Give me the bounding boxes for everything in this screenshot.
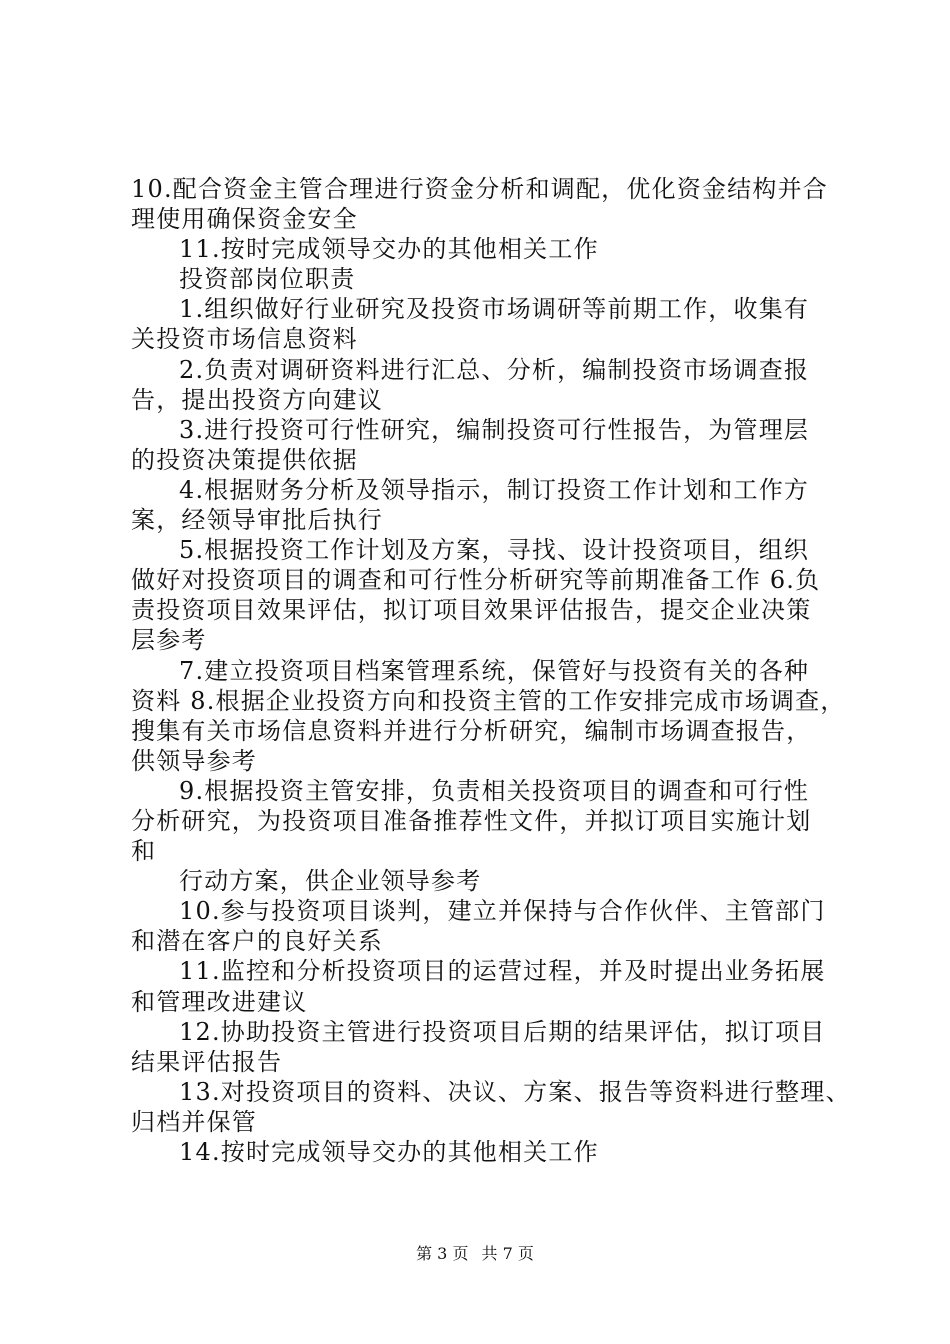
text-line: 9.根据投资主管安排，负责相关投资项目的调查和可行性 [179,776,810,805]
text-line: 分析研究，为投资项目准备推荐性文件，并拟订项目实施计划 [131,806,812,835]
text-line: 3.进行投资可行性研究，编制投资可行性报告，为管理层 [179,415,810,444]
text-line: 行动方案，供企业领导参考 [179,867,482,896]
text-line: 13.对投资项目的资料、决议、方案、报告等资料进行整理、 [179,1077,851,1106]
text-line: 14.按时完成领导交办的其他相关工作 [179,1138,599,1166]
text-line: 归档并保管 [131,1107,257,1136]
text-line: 做好对投资项目的调查和可行性分析研究等前期准备工作 6.负 [131,566,821,595]
text-line: 11.按时完成领导交办的其他相关工作 [179,235,599,264]
text-line: 和潜在客户的良好关系 [131,927,383,956]
text-line: 和 [131,837,157,866]
document-body [131,174,851,1167]
page-footer [0,1243,950,1265]
text-line: 的投资决策提供依据 [131,445,358,474]
text-line: 5.根据投资工作计划及方案，寻找、设计投资项目，组织 [179,536,810,565]
text-line: 理使用确保资金安全 [131,205,358,234]
page-number: 第 3 页 [416,1244,469,1263]
text-line: 搜集有关市场信息资料并进行分析研究，编制市场调查报告， [131,716,812,745]
text-line: 12.协助投资主管进行投资项目后期的结果评估，拟订项目 [179,1017,826,1046]
text-line: 资料 8.根据企业投资方向和投资主管的工作安排完成市场调查， [131,686,846,715]
page-total: 共 7 页 [481,1244,534,1263]
text-line: 1.组织做好行业研究及投资市场调研等前期工作，收集有 [179,295,810,324]
text-line: 责投资项目效果评估，拟订项目效果评估报告，提交企业决策 [131,596,812,625]
section-heading: 投资部岗位职责 [179,265,356,294]
text-line: 7.建立投资项目档案管理系统，保管好与投资有关的各种 [179,656,810,685]
text-line: 结果评估报告 [131,1047,283,1076]
text-line: 10.参与投资项目谈判，建立并保持与合作伙伴、主管部门 [179,897,826,926]
text-line: 4.根据财务分析及领导指示，制订投资工作计划和工作方 [179,475,810,504]
text-line: 10.配合资金主管合理进行资金分析和调配，优化资金结构并合 [131,175,828,203]
text-line: 案，经领导审批后执行 [131,506,383,535]
text-line: 和管理改进建议 [131,987,308,1016]
text-line: 2.负责对调研资料进行汇总、分析，编制投资市场调查报 [179,355,810,384]
text-line: 层参考 [131,626,207,655]
text-line: 告，提出投资方向建议 [131,385,383,414]
text-line: 关投资市场信息资料 [131,325,358,354]
text-line: 11.监控和分析投资项目的运营过程，并及时提出业务拓展 [179,957,826,986]
text-line: 供领导参考 [131,746,257,775]
